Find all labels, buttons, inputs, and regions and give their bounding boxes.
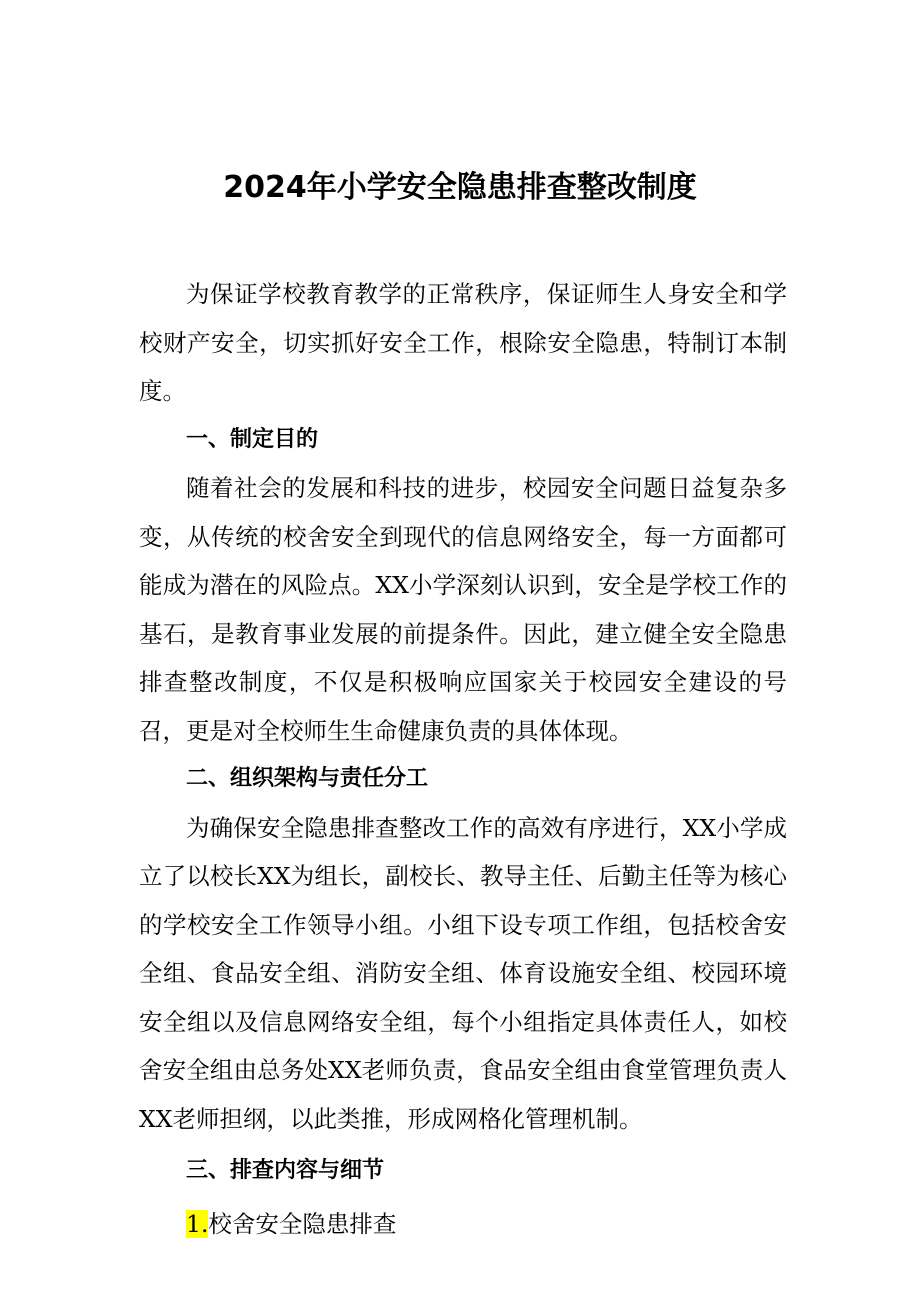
section-1-body: 随着社会的发展和科技的进步，校园安全问题日益复杂多变，从传统的校舍安全到现代的信息网络安全，每一方面都可能成为潜在的风险点。XX小学深刻认识到，安全是学校工作的基石，是教育事业发展的前提条件。因此，建立健全安全隐患排查整改制度，不仅是积极响应国家关于校园安全建设的号召，更是对全校师生生命健康负责的具体体现。 [139, 474, 787, 745]
document-body [139, 270, 787, 1248]
intro-paragraph: 为保证学校教育教学的正常秩序，保证师生人身安全和学校财产安全，切实抓好安全工作，根除安全隐患，特制订本制度。 [139, 280, 787, 405]
document-title: 2024年小学安全隐患排查整改制度 [223, 170, 697, 205]
section-2-body: 为确保安全隐患排查整改工作的高效有序进行，XX小学成立了以校长XX为组长，副校长、教导主任、后勤主任等为核心的学校安全工作领导小组。小组下设专项工作组，包括校舍安全组、食品安全组、消防安全组、体育设施安全组、校园环境安全组以及信息网络安全组，每个小组指定具体责任人，如校舍安全组由总务处XX老师负责，食品安全组由食堂管理负责人XX老师担纲，以此类推，形成网格化管理机制。 [139, 813, 787, 1133]
section-1-heading: 一、制定目的 [186, 426, 319, 452]
list-item-1-text: 校舍安全隐患排查 [208, 1209, 397, 1238]
section-2-heading: 二、组织架构与责任分工 [186, 766, 429, 791]
list-item-1 [139, 1200, 787, 1249]
section-3-heading: 三、排查内容与细节 [186, 1158, 385, 1183]
list-item-1-number: 1. [186, 1209, 209, 1238]
